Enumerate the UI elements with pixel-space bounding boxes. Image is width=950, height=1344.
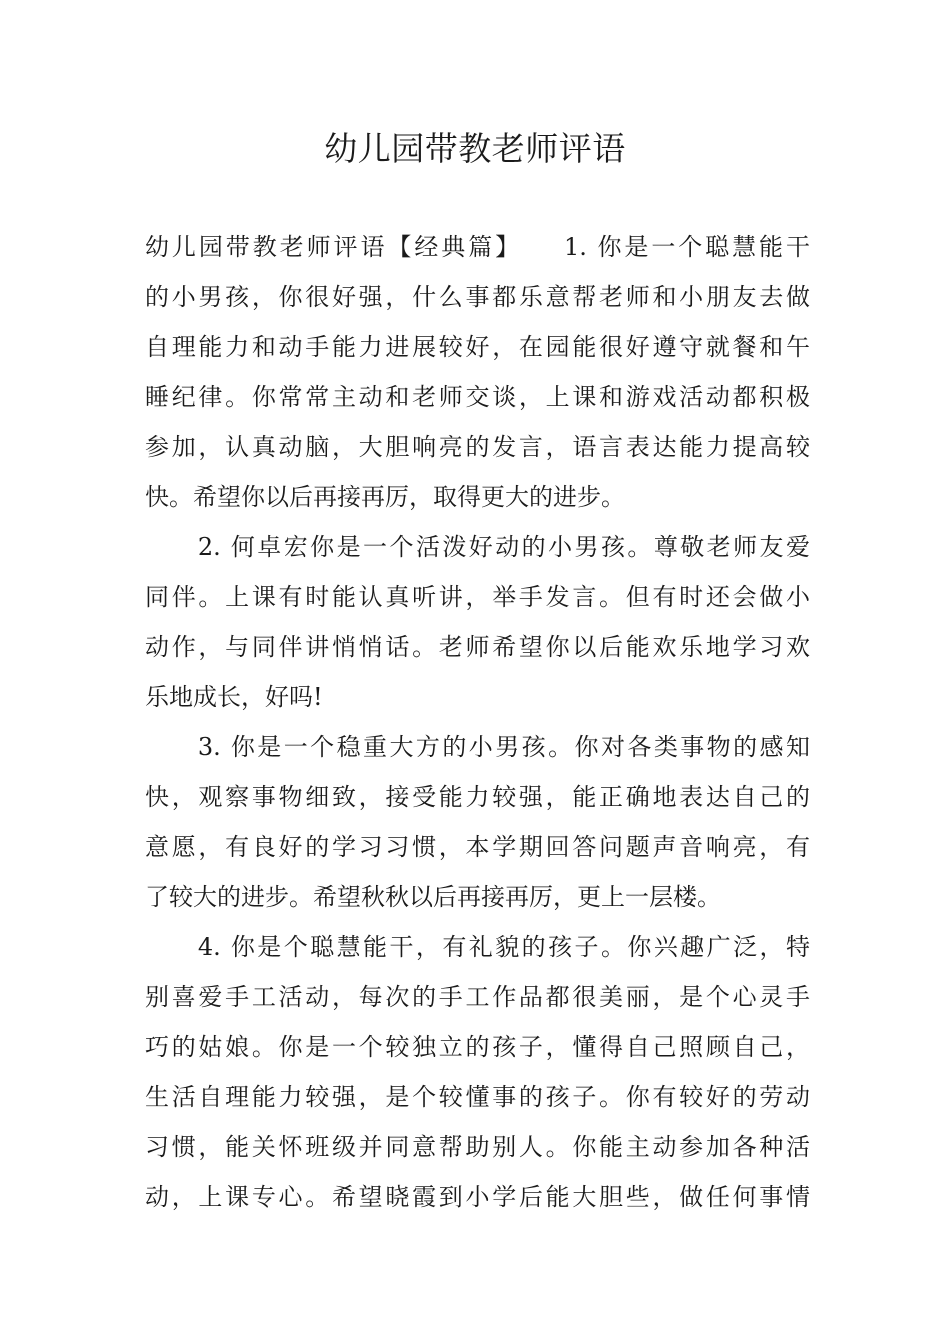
body-line: 3. 你是一个稳重大方的小男孩。你对各类事物的感知 — [145, 733, 810, 761]
body-line: 别喜爱手工活动，每次的手工作品都很美丽，是个心灵手 — [145, 983, 810, 1011]
document-title: 幼儿园带教老师评语 — [324, 129, 626, 168]
body-line: 生活自理能力较强，是个较懂事的孩子。你有较好的劳动 — [145, 1083, 810, 1111]
body-line: 2. 何卓宏你是一个活泼好动的小男孩。尊敬老师友爱 — [145, 533, 810, 561]
body-line: 巧的姑娘。你是一个较独立的孩子，懂得自己照顾自己， — [145, 1033, 810, 1061]
body-line: 意愿，有良好的学习习惯，本学期回答问题声音响亮，有 — [145, 833, 810, 861]
body-line: 快。希望你以后再接再厉，取得更大的进步。 — [145, 483, 625, 511]
body-line: 睡纪律。你常常主动和老师交谈，上课和游戏活动都积极 — [145, 383, 810, 411]
body-line: 的小男孩，你很好强，什么事都乐意帮老师和小朋友去做 — [145, 283, 810, 311]
body-line: 乐地成长，好吗! — [145, 683, 323, 711]
body-line: 快，观察事物细致，接受能力较强，能正确地表达自己的 — [145, 783, 810, 811]
body-line: 4. 你是个聪慧能干，有礼貌的孩子。你兴趣广泛，特 — [145, 933, 810, 961]
body-line: 动，上课专心。希望晓霞到小学后能大胆些，做任何事情 — [145, 1183, 810, 1211]
body-line: 了较大的进步。希望秋秋以后再接再厉，更上一层楼。 — [145, 883, 721, 911]
body-line: 幼儿园带教老师评语【经典篇】 1. 你是一个聪慧能干 — [145, 233, 810, 261]
body-line: 自理能力和动手能力进展较好，在园能很好遵守就餐和午 — [145, 333, 810, 361]
body-line: 同伴。上课有时能认真听讲，举手发言。但有时还会做小 — [145, 583, 810, 611]
body-line: 参加，认真动脑，大胆响亮的发言，语言表达能力提高较 — [145, 433, 810, 461]
body-line: 动作，与同伴讲悄悄话。老师希望你以后能欢乐地学习欢 — [145, 633, 810, 661]
body-line: 习惯，能关怀班级并同意帮助别人。你能主动参加各种活 — [145, 1133, 810, 1161]
